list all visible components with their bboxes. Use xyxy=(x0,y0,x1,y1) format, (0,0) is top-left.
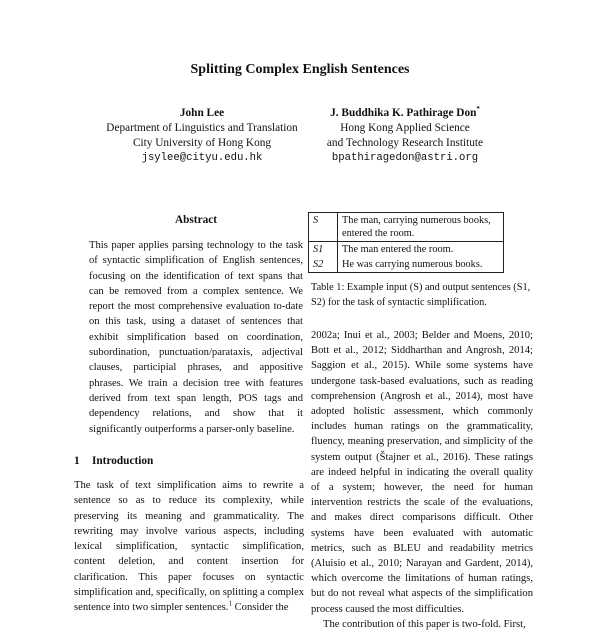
author-affiliation: Department of Linguistics and Translation xyxy=(106,122,298,134)
author-block-2 xyxy=(300,106,510,166)
footnote-marker[interactable]: 1 xyxy=(228,599,232,608)
abstract-body: This paper applies parsing technology to the task of syntactic simplification of English sentences, focusing on the identification of text spans that can be removed from a complex sentence. We report the most comprehensive evaluation to-date on this task, using a dataset of sentences that exhibit simplification based on coordination, subordination, punctuation/parataxis, adjectival clauses, participial phrases, and appositive phrases. We train a decision tree with features derived from text span length, POS tags and dependency relations, and show that it significantly outperforms a parser-only baseline. xyxy=(89,240,303,435)
introduction-text-tail: Consider the xyxy=(231,602,289,614)
right-column-body xyxy=(311,328,533,632)
row-text: The man entered the room. xyxy=(342,244,454,255)
row-text: The man, carrying numerous books, entered the room. xyxy=(338,213,504,242)
paper-title: Splitting Complex English Sentences xyxy=(190,62,410,77)
paragraph: 2002a; Inui et al., 2003; Belder and Moens, 2010; Bott et al., 2012; Siddharthan and Angrosh, 2014; Saggion et al., 2015). While some systems have undergone task-based evaluations, such as reading comprehension (Angrosh et al., 2014), most have adopted holistic assessment, which commonly includes human ratings on the grammaticality, fluency, meaning preservation, and simplicity of the system output (Štajner et al., 2016). These ratings are indeed helpful in indicating the overall quality of a system; however, the need for human intervention restricts the scale of the evaluations, and makes direct comparisons difficult. Other systems have been evaluated with automatic metrics, such as BLEU and readability metrics (Aluisio et al., 2010; Narayan and Gardent, 2014), which overcome the limitations of human ratings, but do not reveal what aspects of the simplification process caused the most difficulties. xyxy=(311,330,533,615)
section-number: 1 xyxy=(74,455,80,467)
paragraph: The contribution of this paper is two-fold. First, xyxy=(323,618,526,630)
table-caption: Table 1: Example input (S) and output sentences (S1, S2) for the task of syntactic simplification. xyxy=(311,282,531,308)
author-affiliation: and Technology Research Institute xyxy=(326,137,484,149)
section-title: Introduction xyxy=(92,455,154,467)
introduction-text: The task of text simplification aims to rewrite a sentence so as to reduce its complexity, while preserving its meaning and grammaticality. The rewriting may involve various aspects, including lexical simplification, syntactic simplification, content deletion, and content insertion for clarification. This paper focuses on syntactic simplification and, specifically, on splitting a complex sentence into two simpler sentences. xyxy=(74,480,304,614)
author-name xyxy=(300,106,510,121)
row-label: S xyxy=(309,213,338,242)
section-heading-introduction xyxy=(74,455,153,467)
author-footnote-marker: * xyxy=(476,105,480,114)
row-label: S1 xyxy=(309,242,338,258)
row-text: He was carrying numerous books. xyxy=(338,257,504,273)
example-table xyxy=(308,212,504,273)
author-affiliation: City University of Hong Kong xyxy=(132,137,272,149)
author-email[interactable]: jsylee@cityu.edu.hk xyxy=(141,152,263,164)
author-name-text: J. Buddhika K. Pathirage Don xyxy=(330,107,477,119)
author-email[interactable]: bpathiragedon@astri.org xyxy=(331,152,479,164)
author-affiliation: Hong Kong Applied Science xyxy=(340,122,470,134)
abstract-heading: Abstract xyxy=(174,214,218,226)
author-name: John Lee xyxy=(179,107,225,119)
row-label: S2 xyxy=(309,257,338,273)
table-row xyxy=(309,257,504,273)
author-block-1 xyxy=(92,106,312,166)
table-row xyxy=(309,242,504,258)
table-row xyxy=(309,213,504,242)
introduction-body xyxy=(74,478,304,616)
